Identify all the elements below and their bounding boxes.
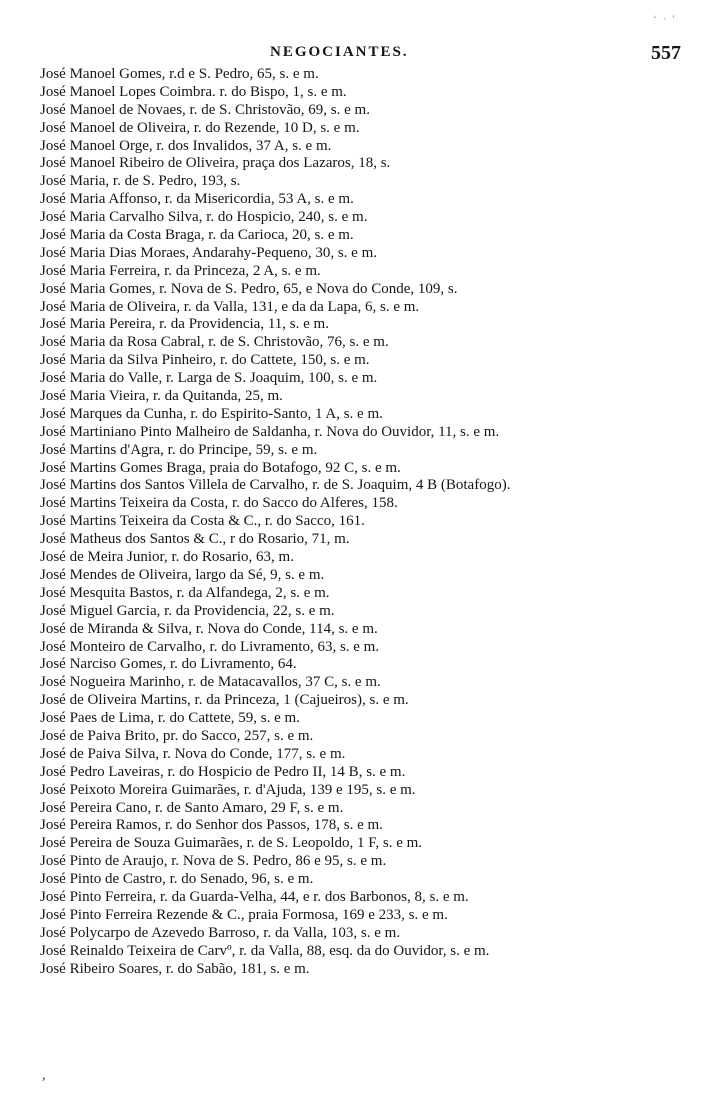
list-item: José Manoel de Oliveira, r. do Rezende, 10 D, s. e m. (40, 119, 360, 136)
page-title: NEGOCIANTES. (270, 44, 409, 60)
list-item: José Maria Vieira, r. da Quitanda, 25, m. (40, 388, 283, 405)
list-item: José Marques da Cunha, r. do Espirito-Santo, 1 A, s. e m. (40, 405, 383, 422)
list-item: José Miguel Garcia, r. da Providencia, 22, s. e m. (40, 602, 335, 619)
list-item: José Manoel Orge, r. dos Invalidos, 37 A, s. e m. (40, 137, 332, 154)
stray-mark: , (42, 1068, 46, 1083)
list-item: José Pinto de Araujo, r. Nova de S. Pedro, 86 e 95, s. e m. (40, 853, 387, 870)
list-item: José Reinaldo Teixeira de Carvº, r. da Valla, 88, esq. da do Ouvidor, s. e m. (40, 942, 490, 959)
list-item: José Polycarpo de Azevedo Barroso, r. da Valla, 103, s. e m. (40, 924, 401, 941)
list-item: José Martins dos Santos Villela de Carvalho, r. de S. Joaquim, 4 B (Botafogo). (40, 477, 511, 494)
list-item: José Maria, r. de S. Pedro, 193, s. (40, 173, 241, 190)
list-item: José Maria Gomes, r. Nova de S. Pedro, 65, e Nova do Conde, 109, s. (40, 280, 458, 297)
page-number: 557 (651, 42, 681, 64)
list-item: José de Meira Junior, r. do Rosario, 63, m. (40, 549, 294, 566)
list-item: José Maria da Rosa Cabral, r. de S. Christovão, 76, s. e m. (40, 334, 389, 351)
list-item: José Pereira Cano, r. de Santo Amaro, 29 F, s. e m. (40, 799, 344, 816)
list-item: José Peixoto Moreira Guimarães, r. d'Ajuda, 139 e 195, s. e m. (40, 781, 416, 798)
list-item: José Monteiro de Carvalho, r. do Livramento, 63, s. e m. (40, 638, 380, 655)
list-item: José Maria Pereira, r. da Providencia, 11, s. e m. (40, 316, 329, 333)
list-item: José Pinto Ferreira, r. da Guarda-Velha, 44, e r. dos Barbonos, 8, s. e m. (40, 888, 469, 905)
list-item: José Paes de Lima, r. do Cattete, 59, s. e m. (40, 710, 300, 727)
list-item: José Manoel de Novaes, r. de S. Christovão, 69, s. e m. (40, 101, 370, 118)
list-item: José Manoel Gomes, r.d e S. Pedro, 65, s. e m. (40, 66, 319, 82)
list-item: José Pereira de Souza Guimarães, r. de S. Leopoldo, 1 F, s. e m. (40, 835, 423, 852)
list-item: José de Miranda & Silva, r. Nova do Conde, 114, s. e m. (40, 620, 378, 637)
list-item: José Manoel Ribeiro de Oliveira, praça dos Lazaros, 18, s. (40, 155, 391, 172)
list-item: José Martiniano Pinto Malheiro de Saldanha, r. Nova do Ouvidor, 11, s. e m. (40, 423, 500, 440)
list-item: José de Paiva Brito, pr. do Sacco, 257, s. e m. (40, 727, 314, 744)
list-item: José Manoel Lopes Coimbra. r. do Bispo, 1, s. e m. (40, 83, 347, 100)
list-item: José Pedro Laveiras, r. do Hospicio de Pedro II, 14 B, s. e m. (40, 763, 406, 780)
list-item: José Maria da Silva Pinheiro, r. do Cattete, 150, s. e m. (40, 352, 370, 369)
list-item: José Maria Affonso, r. da Misericordia, 53 A, s. e m. (40, 191, 354, 208)
list-item: José Mendes de Oliveira, largo da Sé, 9, s. e m. (40, 566, 325, 583)
list-item: José Nogueira Marinho, r. de Matacavallos, 37 C, s. e m. (40, 674, 381, 691)
list-item: José Martins Teixeira da Costa & C., r. do Sacco, 161. (40, 513, 365, 530)
list-item: José Matheus dos Santos & C., r do Rosario, 71, m. (40, 531, 350, 548)
list-item: José Maria Carvalho Silva, r. do Hospicio, 240, s. e m. (40, 209, 368, 226)
list-item: José Maria Dias Moraes, Andarahy-Pequeno, 30, s. e m. (40, 244, 378, 261)
list-item: José Martins Teixeira da Costa, r. do Sacco do Alferes, 158. (40, 495, 398, 512)
list-item: José Pinto Ferreira Rezende & C., praia Formosa, 169 e 233, s. e m. (40, 906, 448, 923)
list-item: José Pinto de Castro, r. do Senado, 96, s. e m. (40, 871, 314, 888)
list-item: José Pereira Ramos, r. do Senhor dos Passos, 178, s. e m. (40, 817, 383, 834)
list-item: José de Paiva Silva, r. Nova do Conde, 177, s. e m. (40, 745, 346, 762)
list-item: José Ribeiro Soares, r. do Sabão, 181, s. e m. (40, 960, 310, 977)
list-item: José Mesquita Bastos, r. da Alfandega, 2, s. e m. (40, 584, 330, 601)
list-item: José Maria Ferreira, r. da Princeza, 2 A, s. e m. (40, 262, 321, 279)
list-item: José Maria de Oliveira, r. da Valla, 131, e da da Lapa, 6, s. e m. (40, 298, 420, 315)
list-item: José Martins Gomes Braga, praia do Botafogo, 92 C, s. e m. (40, 459, 401, 476)
list-item: José Narciso Gomes, r. do Livramento, 64. (40, 656, 297, 673)
corner-mark: ‘ · ’ (653, 14, 677, 24)
list-item: José Maria do Valle, r. Larga de S. Joaquim, 100, s. e m. (40, 370, 378, 387)
list-item: José Martins d'Agra, r. do Principe, 59, s. e m. (40, 441, 318, 458)
list-item: José de Oliveira Martins, r. da Princeza, 1 (Cajueiros), s. e m. (40, 692, 409, 709)
list-item: José Maria da Costa Braga, r. da Carioca, 20, s. e m. (40, 227, 354, 244)
merchant-list (40, 66, 690, 978)
